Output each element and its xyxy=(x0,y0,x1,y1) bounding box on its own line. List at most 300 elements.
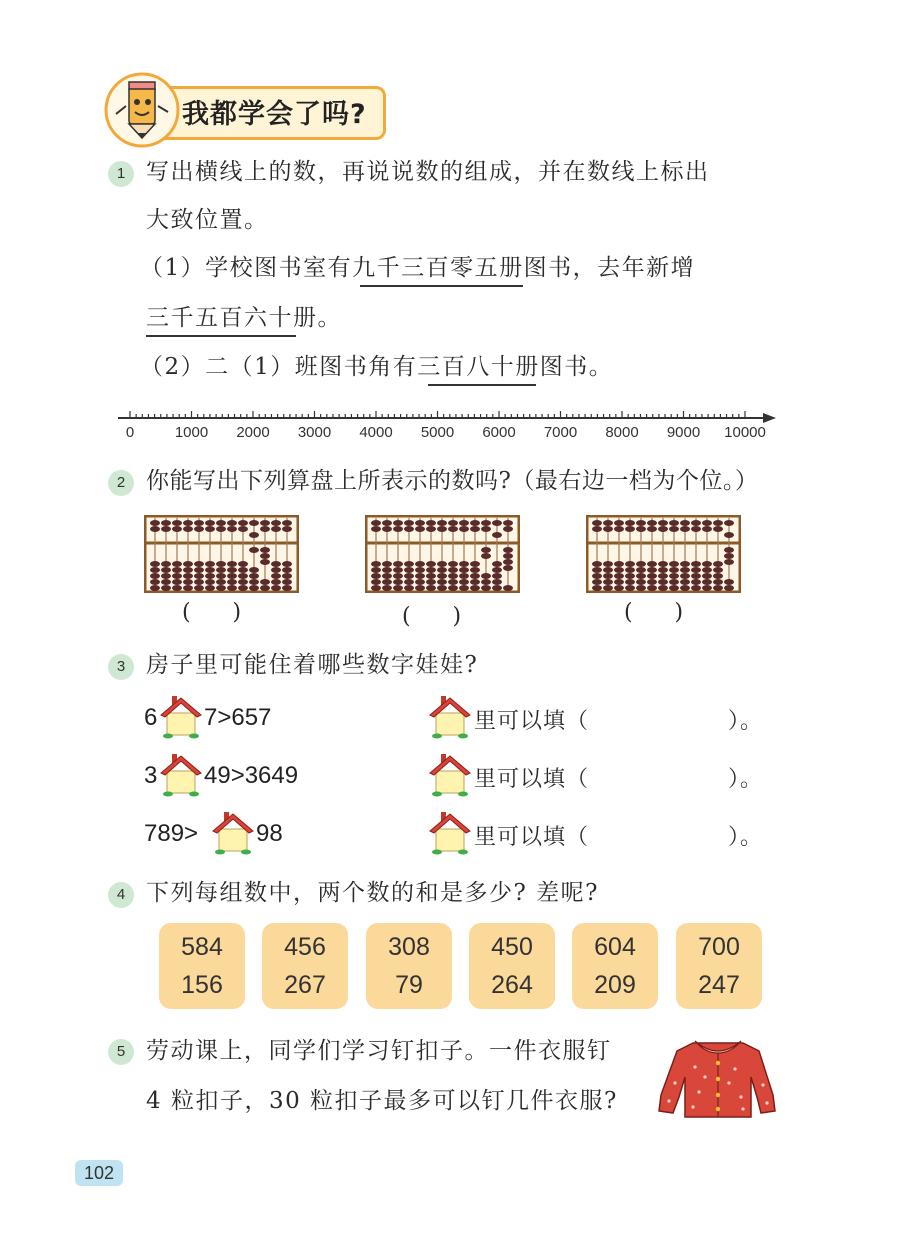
q1-part2 xyxy=(140,352,613,382)
abacus-bead xyxy=(271,579,281,585)
abacus-bead xyxy=(150,567,160,573)
abacus-bead xyxy=(371,573,381,579)
abacus-bead xyxy=(603,579,613,585)
abacus-bead xyxy=(282,561,292,567)
abacus-bead xyxy=(592,579,602,585)
abacus-bead xyxy=(614,526,624,532)
abacus-bead xyxy=(448,526,458,532)
abacus-bead xyxy=(404,526,414,532)
abacus-bead xyxy=(150,520,160,526)
abacus-bead xyxy=(614,567,624,573)
abacus-bead xyxy=(382,585,392,591)
answer-paren-2[interactable]: ( ) xyxy=(402,604,462,629)
abacus-bead xyxy=(415,520,425,526)
abacus-bead xyxy=(415,561,425,567)
abacus-bead xyxy=(404,585,414,591)
abacus-bead xyxy=(636,573,646,579)
abacus-bead xyxy=(691,573,701,579)
abacus-bead xyxy=(282,526,292,532)
q3-row1-fill-label: 里可以填（ xyxy=(474,709,590,734)
abacus-bead xyxy=(205,585,215,591)
abacus-bead xyxy=(702,579,712,585)
q1-p1-end: 册。 xyxy=(293,305,342,331)
abacus-bead xyxy=(216,567,226,573)
abacus-bead xyxy=(371,579,381,585)
abacus-bead xyxy=(713,579,723,585)
abacus-bead xyxy=(592,573,602,579)
number-line-label: 4000 xyxy=(359,424,393,441)
abacus-bead xyxy=(183,567,193,573)
answer-paren-1[interactable]: ( ) xyxy=(182,600,242,625)
abacus-bead xyxy=(426,585,436,591)
card-bottom-number: 264 xyxy=(491,971,533,999)
abacus-bead xyxy=(669,526,679,532)
abacus-bead xyxy=(592,585,602,591)
abacus-bead xyxy=(470,579,480,585)
abacus-bead xyxy=(161,561,171,567)
abacus-bead xyxy=(669,520,679,526)
abacus-bead xyxy=(393,520,403,526)
abacus-bead xyxy=(459,567,469,573)
house-icon[interactable] xyxy=(211,809,255,855)
abacus-bead xyxy=(459,585,469,591)
abacus-bead xyxy=(492,520,502,526)
abacus-bead xyxy=(603,567,613,573)
abacus-bead xyxy=(603,573,613,579)
abacus-bead xyxy=(724,559,734,565)
abacus-bead xyxy=(636,567,646,573)
q3-row1-fill-end: ）。 xyxy=(728,709,764,734)
abacus-bead xyxy=(282,585,292,591)
abacus-bead xyxy=(713,573,723,579)
question-number-1: 1 xyxy=(108,161,134,187)
abacus-bead xyxy=(713,567,723,573)
abacus-bead xyxy=(669,579,679,585)
house-icon xyxy=(428,809,472,855)
abacus-bead xyxy=(205,561,215,567)
card-bottom-number: 247 xyxy=(698,971,740,999)
abacus-bead xyxy=(724,553,734,559)
abacus-bead xyxy=(404,561,414,567)
abacus-bead xyxy=(238,520,248,526)
abacus-bead xyxy=(183,579,193,585)
abacus-bead xyxy=(282,579,292,585)
abacus-bead xyxy=(172,567,182,573)
abacus-bead xyxy=(437,579,447,585)
abacus-bead xyxy=(647,573,657,579)
abacus-bead xyxy=(260,520,270,526)
q3-row1-post: 7>657 xyxy=(204,704,272,731)
abacus-bead xyxy=(393,567,403,573)
abacus-bead xyxy=(426,567,436,573)
abacus-bead xyxy=(260,526,270,532)
abacus-bead xyxy=(702,573,712,579)
abacus-bead xyxy=(691,585,701,591)
abacus-bead xyxy=(437,526,447,532)
card-bottom-number: 79 xyxy=(395,971,423,999)
abacus-bead xyxy=(658,567,668,573)
abacus-bead xyxy=(459,526,469,532)
abacus-bead xyxy=(216,573,226,579)
abacus-bead xyxy=(503,585,513,591)
abacus-bead xyxy=(625,579,635,585)
card-top-number: 308 xyxy=(388,933,430,961)
abacus-bead xyxy=(426,526,436,532)
abacus-bead xyxy=(437,585,447,591)
abacus-bead xyxy=(625,573,635,579)
abacus-bead xyxy=(194,579,204,585)
abacus-bead xyxy=(260,579,270,585)
number-pair-card xyxy=(676,923,762,1009)
abacus-bead xyxy=(271,520,281,526)
house-icon xyxy=(428,751,472,797)
abacus-bead xyxy=(150,561,160,567)
abacus-bead xyxy=(658,520,668,526)
abacus-bead xyxy=(227,585,237,591)
abacus-bead xyxy=(614,579,624,585)
q4-text: 下列每组数中，两个数的和是多少? 差呢? xyxy=(146,880,599,906)
abacus-bead xyxy=(592,526,602,532)
page-title: 我都学会了吗? xyxy=(182,99,367,130)
abacus-bead xyxy=(702,561,712,567)
q3-row2-pre: 3 xyxy=(144,762,158,789)
abacus-bead xyxy=(393,579,403,585)
abacus-bead xyxy=(481,585,491,591)
abacus-bead xyxy=(194,561,204,567)
abacus-bead xyxy=(603,585,613,591)
abacus-bead xyxy=(271,567,281,573)
q1-p1-underlined-number-2: 三千五百六十 xyxy=(146,305,293,331)
abacus-bead xyxy=(503,559,513,565)
abacus-bead xyxy=(227,579,237,585)
q3-row3-fill-end: ）。 xyxy=(728,825,764,850)
q3-row2-post: 49>3649 xyxy=(204,762,299,789)
abacus-bead xyxy=(459,561,469,567)
number-line-label: 0 xyxy=(125,424,135,441)
abacus-bead xyxy=(503,553,513,559)
q3-row2-fill-end: ）。 xyxy=(728,767,764,792)
q3-row2-fill-label: 里可以填（ xyxy=(474,767,590,792)
abacus-bead xyxy=(713,561,723,567)
abacus-bead xyxy=(481,553,491,559)
question-number-2: 2 xyxy=(108,470,134,496)
abacus-bead xyxy=(680,567,690,573)
abacus-bead xyxy=(658,573,668,579)
abacus-bead xyxy=(459,520,469,526)
card-bottom-number: 209 xyxy=(594,971,636,999)
question-number-3: 3 xyxy=(108,654,134,680)
abacus-bead xyxy=(636,585,646,591)
abacus-bead xyxy=(437,520,447,526)
abacus-bead xyxy=(393,561,403,567)
abacus-bead xyxy=(172,585,182,591)
abacus-bead xyxy=(150,573,160,579)
number-line-label: 1000 xyxy=(174,424,209,441)
abacus-bead xyxy=(161,573,171,579)
abacus-bead xyxy=(404,520,414,526)
abacus-bead xyxy=(680,573,690,579)
abacus-bead xyxy=(183,526,193,532)
abacus-bead xyxy=(382,561,392,567)
number-line-label: 6000 xyxy=(482,424,516,441)
q3-text: 房子里可能住着哪些数字娃娃? xyxy=(146,652,479,678)
abacus-bead xyxy=(702,526,712,532)
abacus-bead xyxy=(669,561,679,567)
abacus-bead xyxy=(680,561,690,567)
abacus-bead xyxy=(691,567,701,573)
abacus-bead xyxy=(194,567,204,573)
abacus-bead xyxy=(271,561,281,567)
abacus-bead xyxy=(625,561,635,567)
abacus-bead xyxy=(492,579,502,585)
abacus-bead xyxy=(426,561,436,567)
abacus-bead xyxy=(647,579,657,585)
number-pair-card xyxy=(366,923,452,1009)
q5-text-line2: 4 粒扣子，30 粒扣子最多可以钉几件衣服? xyxy=(146,1088,618,1114)
abacus-bead xyxy=(227,573,237,579)
abacus-bead xyxy=(636,561,646,567)
question-number-4: 4 xyxy=(108,882,134,908)
abacus-3 xyxy=(586,515,741,593)
abacus-bead xyxy=(470,561,480,567)
abacus-bead xyxy=(669,567,679,573)
abacus-bead xyxy=(404,573,414,579)
abacus-bead xyxy=(161,526,171,532)
abacus-bead xyxy=(724,579,734,585)
q2-text: 你能写出下列算盘上所表示的数吗?（最右边一档为个位。） xyxy=(146,468,759,494)
abacus-bead xyxy=(238,585,248,591)
abacus-bead xyxy=(216,526,226,532)
abacus-bead xyxy=(691,579,701,585)
abacus-bead xyxy=(216,585,226,591)
abacus-bead xyxy=(503,526,513,532)
card-top-number: 456 xyxy=(284,933,326,961)
q1-part1-cont xyxy=(146,303,342,333)
abacus-bead xyxy=(603,561,613,567)
abacus-bead xyxy=(371,526,381,532)
abacus-bead xyxy=(271,573,281,579)
answer-underline xyxy=(428,384,536,386)
pencil-mascot-icon xyxy=(104,72,180,148)
abacus-bead xyxy=(260,547,270,553)
abacus-bead xyxy=(713,526,723,532)
abacus-bead xyxy=(371,567,381,573)
abacus-bead xyxy=(492,573,502,579)
abacus-bead xyxy=(592,567,602,573)
abacus-bead xyxy=(503,520,513,526)
abacus-bead xyxy=(636,526,646,532)
abacus-bead xyxy=(161,520,171,526)
card-top-number: 450 xyxy=(491,933,533,961)
abacus-bead xyxy=(492,561,502,567)
abacus-bead xyxy=(205,520,215,526)
abacus-bead xyxy=(382,520,392,526)
abacus-bead xyxy=(271,585,281,591)
abacus-bead xyxy=(238,573,248,579)
abacus-bead xyxy=(161,567,171,573)
abacus-bead xyxy=(658,579,668,585)
abacus-bead xyxy=(172,573,182,579)
abacus-bead xyxy=(371,561,381,567)
abacus-bead xyxy=(227,567,237,573)
abacus-bead xyxy=(216,520,226,526)
abacus-1 xyxy=(144,515,299,593)
abacus-bead xyxy=(680,520,690,526)
abacus-bead xyxy=(382,573,392,579)
abacus-bead xyxy=(260,559,270,565)
abacus-bead xyxy=(194,573,204,579)
abacus-bead xyxy=(249,532,259,538)
abacus-bead xyxy=(647,520,657,526)
abacus-bead xyxy=(503,565,513,571)
number-line-label: 2000 xyxy=(236,424,270,441)
q3-row3-post: 98 xyxy=(256,820,283,847)
abacus-bead xyxy=(470,585,480,591)
abacus-bead xyxy=(470,567,480,573)
abacus-bead xyxy=(492,585,502,591)
abacus-bead xyxy=(249,573,259,579)
abacus-bead xyxy=(415,526,425,532)
q1-p1-suffix: 册图书，去年新增 xyxy=(499,255,696,281)
abacus-bead xyxy=(459,579,469,585)
house-icon[interactable] xyxy=(159,751,203,797)
abacus-bead xyxy=(415,573,425,579)
abacus-bead xyxy=(282,573,292,579)
number-pair-card xyxy=(262,923,348,1009)
abacus-bead xyxy=(481,547,491,553)
abacus-bead xyxy=(249,547,259,553)
answer-paren-3[interactable]: ( ) xyxy=(624,600,684,625)
abacus-bead xyxy=(724,520,734,526)
abacus-bead xyxy=(448,520,458,526)
abacus-bead xyxy=(680,526,690,532)
card-top-number: 700 xyxy=(698,933,740,961)
number-line-label: 9000 xyxy=(666,424,701,441)
abacus-bead xyxy=(172,561,182,567)
abacus-bead xyxy=(658,585,668,591)
abacus-bead xyxy=(161,579,171,585)
abacus-bead xyxy=(724,585,734,591)
card-bottom-number: 267 xyxy=(284,971,326,999)
abacus-bead xyxy=(260,585,270,591)
abacus-bead xyxy=(437,561,447,567)
abacus-bead xyxy=(658,561,668,567)
abacus-bead xyxy=(702,585,712,591)
abacus-bead xyxy=(603,526,613,532)
abacus-bead xyxy=(393,526,403,532)
abacus-bead xyxy=(205,579,215,585)
abacus-bead xyxy=(702,567,712,573)
abacus-bead xyxy=(481,579,491,585)
number-line-label: 3000 xyxy=(297,424,332,441)
abacus-bead xyxy=(227,520,237,526)
abacus-bead xyxy=(592,520,602,526)
abacus-bead xyxy=(625,567,635,573)
abacus-bead xyxy=(448,579,458,585)
abacus-bead xyxy=(669,585,679,591)
abacus-bead xyxy=(249,567,259,573)
abacus-bead xyxy=(382,567,392,573)
abacus-bead xyxy=(415,567,425,573)
abacus-bead xyxy=(492,567,502,573)
answer-underline xyxy=(146,335,296,337)
abacus-bead xyxy=(282,520,292,526)
abacus-bead xyxy=(503,547,513,553)
abacus-bead xyxy=(393,573,403,579)
abacus-bead xyxy=(448,573,458,579)
answer-underline xyxy=(360,285,523,287)
abacus-bead xyxy=(150,585,160,591)
abacus-bead xyxy=(448,567,458,573)
abacus-bead xyxy=(238,561,248,567)
abacus-bead xyxy=(713,520,723,526)
abacus-bead xyxy=(713,585,723,591)
abacus-bead xyxy=(470,573,480,579)
abacus-bead xyxy=(426,579,436,585)
abacus-bead xyxy=(625,520,635,526)
card-top-number: 584 xyxy=(181,933,223,961)
abacus-bead xyxy=(194,520,204,526)
abacus-bead xyxy=(481,526,491,532)
abacus-bead xyxy=(205,567,215,573)
number-pair-card xyxy=(469,923,555,1009)
abacus-bead xyxy=(249,520,259,526)
abacus-bead xyxy=(658,526,668,532)
q3-row3-fill-label: 里可以填（ xyxy=(474,825,590,850)
abacus-bead xyxy=(382,526,392,532)
card-bottom-number: 156 xyxy=(181,971,223,999)
q3-row1-pre: 6 xyxy=(144,704,158,731)
red-shirt-illustration xyxy=(655,1037,780,1119)
number-pair-card xyxy=(159,923,245,1009)
abacus-bead xyxy=(150,526,160,532)
abacus-bead xyxy=(437,567,447,573)
abacus-bead xyxy=(260,553,270,559)
abacus-bead xyxy=(227,561,237,567)
abacus-bead xyxy=(448,561,458,567)
q1-text-line2: 大致位置。 xyxy=(146,207,269,233)
abacus-bead xyxy=(724,532,734,538)
abacus-2 xyxy=(365,515,520,593)
abacus-bead xyxy=(603,520,613,526)
abacus-bead xyxy=(238,579,248,585)
abacus-bead xyxy=(647,561,657,567)
abacus-bead xyxy=(426,573,436,579)
abacus-bead xyxy=(691,520,701,526)
abacus-bead xyxy=(205,526,215,532)
abacus-bead xyxy=(172,526,182,532)
abacus-bead xyxy=(724,547,734,553)
abacus-bead xyxy=(614,561,624,567)
abacus-bead xyxy=(691,526,701,532)
abacus-bead xyxy=(194,585,204,591)
abacus-bead xyxy=(669,573,679,579)
house-icon[interactable] xyxy=(159,693,203,739)
abacus-bead xyxy=(702,520,712,526)
abacus-bead xyxy=(183,573,193,579)
abacus-bead xyxy=(271,526,281,532)
house-icon xyxy=(428,693,472,739)
abacus-bead xyxy=(647,585,657,591)
abacus-bead xyxy=(481,573,491,579)
q1-p2-suffix: 册图书。 xyxy=(515,354,614,380)
abacus-bead xyxy=(614,573,624,579)
abacus-bead xyxy=(172,520,182,526)
abacus-bead xyxy=(183,520,193,526)
abacus-bead xyxy=(481,520,491,526)
q3-row3-pre: 789> xyxy=(144,820,199,847)
number-line-label: 5000 xyxy=(420,424,455,441)
